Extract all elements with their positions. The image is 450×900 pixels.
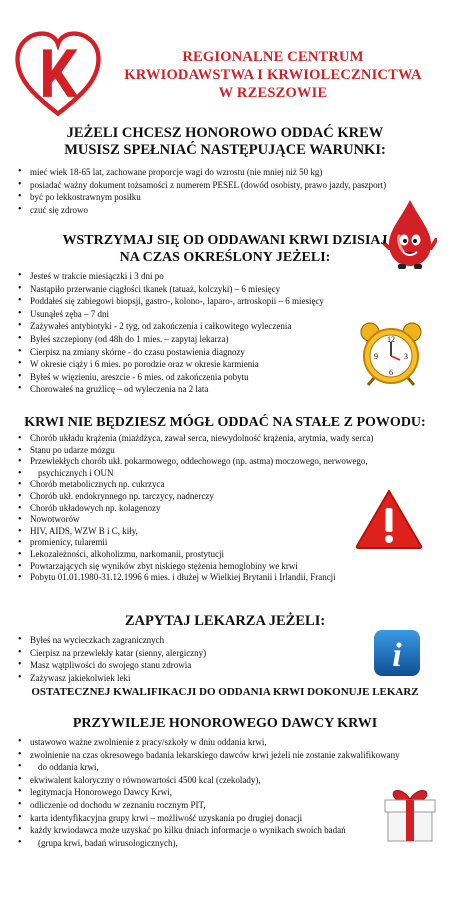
list-item: • ekwiwalent kaloryczny o równowartości 4500 kcal (czekolady), [18,774,438,787]
list-item: • Jesteś w trakcie miesiączki i 3 dni po [18,270,378,283]
list-item: • Byłeś na wycieczkach zagranicznych [18,634,348,647]
list-item: • Cierpisz na przewlekły katar (sienny, alergiczny) [18,647,348,660]
warning-triangle-icon [354,488,424,550]
list-item: • zwolnienie na czas okresowego badania lekarskiego dawców krwi jeżeli nie zostanie zakwalifikowany [18,749,438,762]
list-item: • Chorób układowych np. kolagenozy [18,503,443,515]
section2-title [0,232,450,266]
list-item: • Usunąłeś zęba – 7 dni [18,308,378,321]
list-item: • Stanu po udarze mózgu [18,445,443,457]
list-item: • Chorowałeś na grużlicę – od wyleczenia na 2 lata [18,383,378,396]
list-item: • odliczenie od dochodu w zeznaniu rocznym PIT, [18,799,438,812]
header [0,0,450,115]
section2-title-line2: NA CZAS OKREŚLONY JEŻELI: [119,250,331,265]
list-item: • karta identyfikacyjna grupy krwi – możliwość uzyskania po drugiej donacji [18,812,438,825]
list-item: • HIV, AIDS, WZW B i C, kiły, [18,526,443,538]
list-item: • Byłeś w więzieniu, areszcie - 6 mies. od zakończenia pobytu [18,371,378,384]
section2-title-line1: WSTRZYMAJ SIĘ OD ODDAWANI KRWI DZISIAJ [62,233,388,248]
section1-title [0,125,450,159]
list-item: • być po lekkostrawnym posiłku [18,191,438,204]
list-item: • czuć się zdrowo [18,204,438,217]
section4-title: ZAPYTAJ LEKARZA JEŻELI: [124,613,326,629]
list-item: • promienicy, tularemii [18,537,443,549]
list-item: • Byłeś szczepiony (od 48h do 1 mies. – zapytaj lekarza) [18,333,378,346]
section3-title: KRWI NIE BĘDZIESZ MÓGŁ ODDAĆ NA STAŁE Z POWODU: [24,415,426,430]
org-line-2: KRWIODAWSTWA I KRWIOLECZNICTWA [124,67,422,83]
section5-list [18,736,438,849]
list-item: • Chorób ukł. endokrynnego np. tarczycy, nadnerczy [18,491,443,503]
alarm-clock-icon [356,320,426,386]
org-line-3: W RZESZOWIE [218,85,328,101]
list-item: • ustawowo ważne zwolnienie z pracy/szkoły w dniu oddania krwi, [18,736,438,749]
list-item: • każdy krwiodawca może uzyskać po kilku dniach informacje o wynikach swoich badań [18,824,438,837]
list-item: • Lekozależności, alkoholizmu, narkomanii, prostytucji [18,549,443,561]
logo-heart-k-icon [14,30,102,118]
list-item: • legitymacja Honorowego Dawcy Krwi, [18,786,438,799]
section4-list [18,634,348,684]
list-item: • Chorób metabolicznych np. cukrzyca [18,479,443,491]
clock-digit-9: 9 [374,352,378,361]
info-icon [372,628,422,678]
list-item: • Przewlekłych chorób ukł. pokarmowego, oddechowego (np. astma) moczowego, nerwowego, [18,456,443,468]
organization-name [108,48,438,102]
clock-digit-6: 6 [389,368,393,377]
list-item: • posiadać ważny dokument tożsamości z numerem PESEL (dowód osobisty, prawo jazdy, paszport) [18,179,438,192]
gift-box-icon [382,785,438,843]
list-item: • Powtarzających się wyników zbyt niskiego stężenia hemoglobiny we krwi [18,561,443,573]
section1-title-line1: JEŻELI CHCESZ HONOROWO ODDAĆ KREW [66,125,384,141]
list-item: • (grupa krwi, badań wirusologicznych), [18,837,438,850]
clock-digit-12: 12 [387,335,395,344]
list-item: • W okresie ciąży i 6 mies. po porodzie oraz w okresie karmienia [18,358,378,371]
list-item: • Zażywasz jakiekolwiek leki [18,672,348,685]
list-item: • Nowotworów [18,514,443,526]
list-item: • Poddałeś się zabiegowi biopsji, gastro-, kolono-, laparo-, artroskopii – 6 miesięcy [18,295,378,308]
list-item: • Zażywałeś antybiotyki - 2 tyg. od zakończenia i całkowitego wyleczenia [18,320,378,333]
section1-list [18,166,438,216]
clock-digit-3: 3 [404,352,408,361]
list-item: • Pobytu 01.01.1980-31.12.1996 6 mies. i dłużej w Wielkiej Brytanii i Irlandii, Francji [18,572,443,584]
list-item: • do oddania krwi, [18,761,438,774]
section2-list [18,270,378,396]
list-item: • psychicznych i OUN [18,468,443,480]
final-note: OSTATECZNEJ KWALIFIKACJI DO ODDANIA KRWI DOKONUJE LEKARZ [31,686,419,698]
section1-title-line2: MUSISZ SPEŁNIAĆ NASTĘPUJĄCE WARUNKI: [64,142,386,158]
list-item: • Cierpisz na zmiany skórne - do czasu postawienia diagnozy [18,346,378,359]
list-item: • Chorób układu krążenia (miażdżyca, zawał serca, niewydolność krążenia, arytmia, wady serca) [18,433,443,445]
org-line-1: REGIONALNE CENTRUM [182,49,364,65]
list-item: • Nastąpiło przerwanie ciągłości tkanek (tatuaż, kolczyki) – 6 miesięcy [18,283,378,296]
list-item: • Masz wątpliwości do swojego stanu zdrowia [18,659,348,672]
section5-title: PRZYWILEJE HONOROWEGO DAWCY KRWI [72,716,378,731]
info-glyph: i [392,637,402,674]
list-item: • mieć wiek 18-65 lat, zachowane proporcje wagi do wzrostu (nie mniej niż 50 kg) [18,166,438,179]
